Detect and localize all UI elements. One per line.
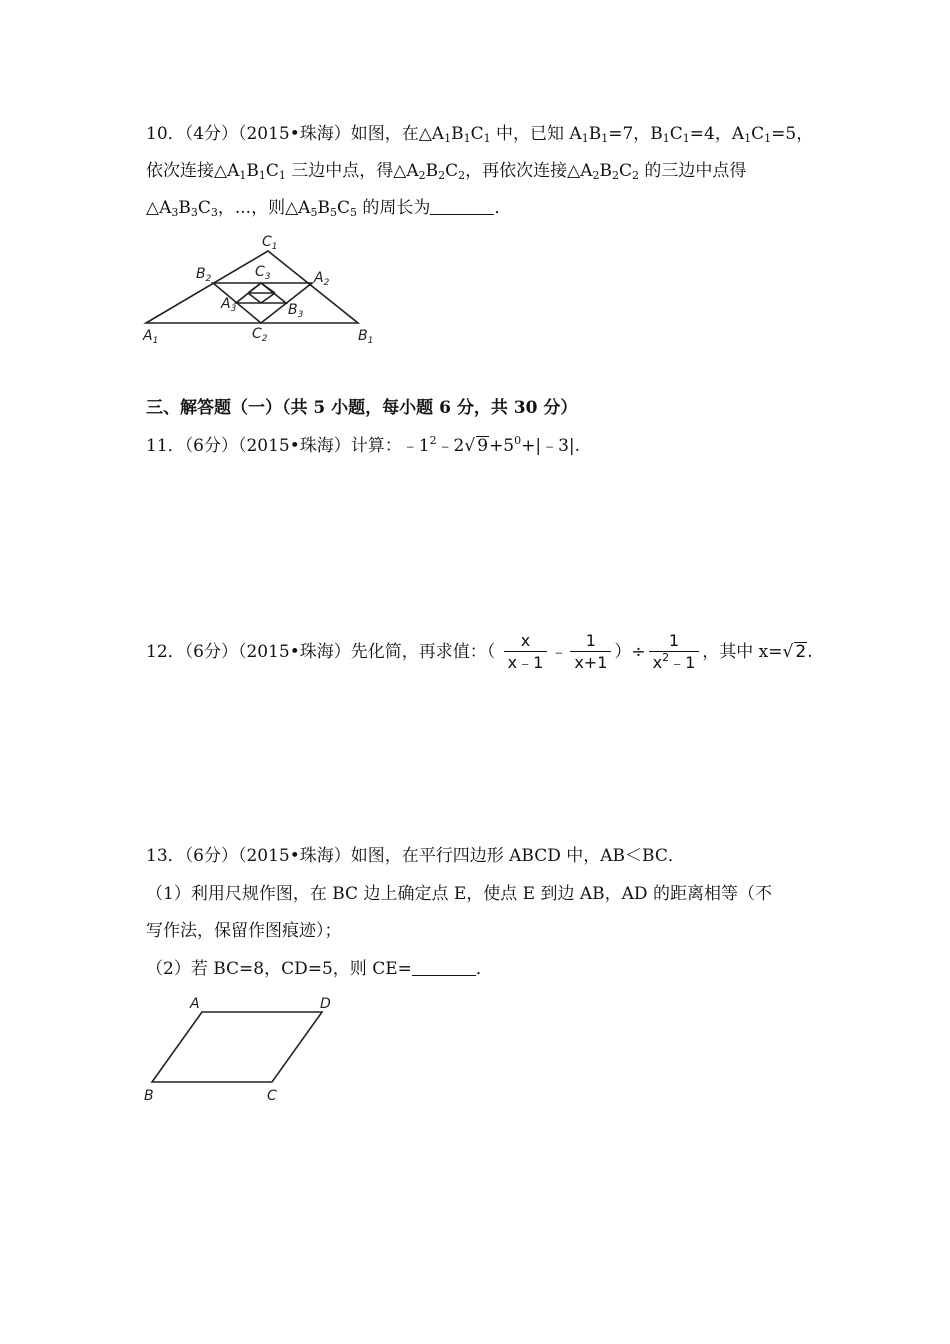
section-3-title: 三、解答题（一）（共 5 小题，每小题 6 分，共 30 分） [146,398,578,418]
q13-line-4: （2）若 BC=8，CD=5，则 CE= ． [146,959,493,979]
q13-line-1: 13．（6分）（2015•珠海）如图，在平行四边形 ABCD 中，AB＜BC． [146,846,685,866]
parallelogram-abcd [152,1012,322,1082]
fraction-1-over-x-plus-1: $\frac{1}{x+1}$ [570,631,611,674]
q10-line-3: $\triangle A_3B_3C_3$，...，则$\triangle A_5B_5C_5$ 的周长为 ． [146,198,512,219]
label-a3: $A_3$ [221,296,237,314]
answer-blank-q10[interactable] [430,198,494,215]
answer-blank-q13[interactable] [412,959,476,976]
q10-line-2: 依次连接$\triangle A_1B_1C_1$ 三边中点，得$\triangle A_2B_2C_2$，再依次连接$\triangle A_2B_2C_2$ 的三边中点得 [146,161,747,182]
q12-line: 12．（6分）（2015•珠海）先化简，再求值：（ $\frac{x}{x﹣1}$ ﹣ $\frac{1}{x+1}$ ）÷ $\frac{1}{x^2﹣1}$ ，其中 x=√ 2. [146,631,813,672]
label-d: D [320,996,331,1012]
label-b1: $B_1$ [358,328,374,346]
triangle-a3b3c3-diamond-top-left [248,283,261,293]
label-a: A [190,996,200,1012]
label-c1: $C_1$ [262,234,278,252]
fraction-1-over-x-squared-minus-1: $\frac{1}{x^2﹣1}$ [649,631,700,674]
triangle-a3b3c3-diamond-left [248,293,261,303]
triangle-a3b3c3-diamond-top-right [261,283,275,293]
label-c: C [267,1088,277,1104]
label-c3: $C_3$ [255,264,271,282]
q10-line-1: 10．（4分）（2015•珠海）如图，在$\triangle A_1B_1C_1$ 中，已知 $A_1B_1=7$，$B_1C_1=4$，$A_1C_1=5$， [146,124,814,145]
label-a1: $A_1$ [143,328,159,346]
label-a2: $A_2$ [314,270,330,288]
q13-line-2: （1）利用尺规作图，在 BC 边上确定点 E，使点 E 到边 AB，AD 的距离相等（不 [146,884,772,904]
q13-line-3: 写作法，保留作图痕迹）； [146,921,342,941]
fraction-x-over-x-minus-1: $\frac{x}{x﹣1}$ [504,631,548,674]
q10-triangle-figure [138,230,388,348]
label-b3: $B_3$ [288,302,304,320]
label-b2: $B_2$ [196,266,212,284]
q13-parallelogram-figure [138,990,348,1105]
label-c2: $C_2$ [252,326,268,344]
label-b: B [144,1088,154,1104]
q11-line: 11．（6分）（2015•珠海）计算：$﹣1^2﹣2√$ $9+5^0+|﹣3|$. [146,434,581,456]
triangle-a3b3c3-diamond-right [261,293,275,303]
